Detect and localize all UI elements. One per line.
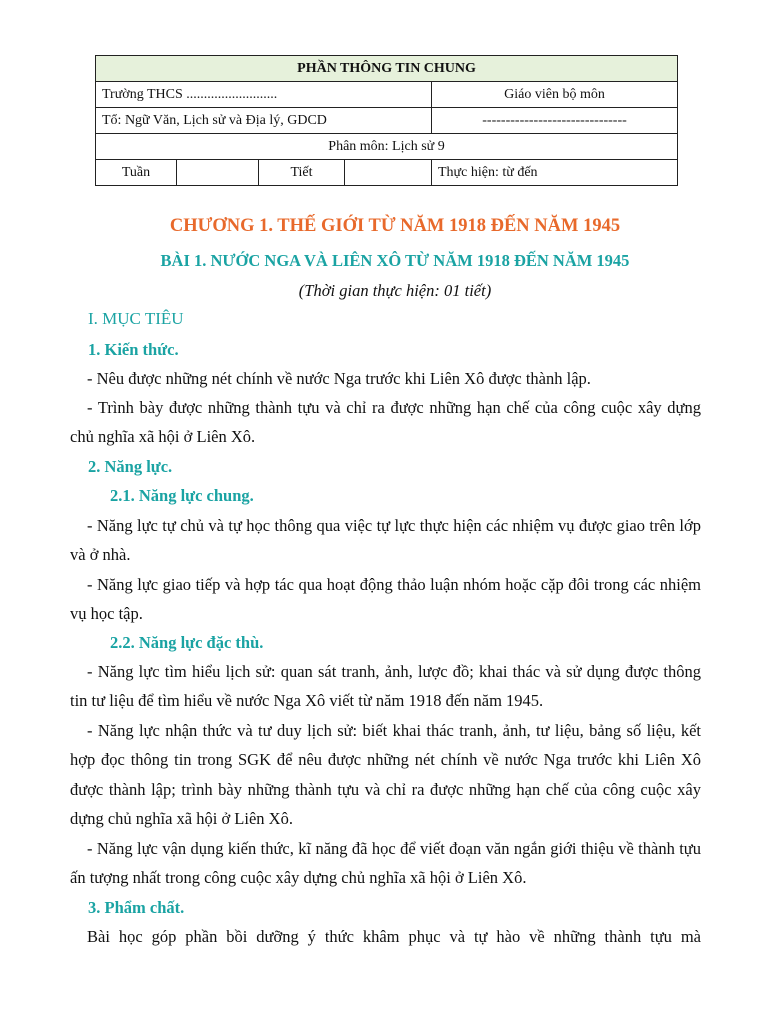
chapter-title: CHƯƠNG 1. THẾ GIỚI TỪ NĂM 1918 ĐẾN NĂM 1945 bbox=[169, 216, 621, 236]
general-competence-heading: 2.1. Năng lực chung. bbox=[110, 486, 254, 505]
specific-competence-item: - Năng lực tìm hiểu lịch sử: quan sát tranh, ảnh, lược đồ; khai thác và sử dụng được thông tin tư liệu để tìm hiểu về nước Nga Xô viết từ năm 1918 đến năm 1945. bbox=[70, 662, 701, 711]
subject-cell: Phân môn: Lịch sử 9 bbox=[96, 134, 678, 160]
objectives-heading: I. MỤC TIÊU bbox=[88, 309, 184, 328]
period-value bbox=[345, 160, 432, 186]
week-label: Tuần bbox=[96, 160, 177, 186]
lesson-title: BÀI 1. NƯỚC NGA VÀ LIÊN XÔ TỪ NĂM 1918 ĐẾN NĂM 1945 bbox=[160, 251, 630, 270]
teacher-blank: ------------------------------- bbox=[432, 108, 678, 134]
table-title: PHẦN THÔNG TIN CHUNG bbox=[96, 56, 678, 82]
qualities-text: Bài học góp phần bồi dưỡng ý thức khâm phục và tự hào về những thành tựu mà bbox=[87, 927, 701, 946]
general-info-table bbox=[95, 55, 678, 186]
teacher-label: Giáo viên bộ môn bbox=[432, 82, 678, 108]
general-competence-item: - Năng lực tự chủ và tự học thông qua việc tự lực thực hiện các nhiệm vụ được giao trên lớp và ở nhà. bbox=[70, 516, 701, 565]
period-label: Tiết bbox=[259, 160, 345, 186]
specific-competence-item: - Năng lực vận dụng kiến thức, kĩ năng đã học để viết đoạn văn ngắn giới thiệu về thành tựu ấn tượng nhất trong công cuộc xây dựng chủ nghĩa xã hội ở Liên Xô. bbox=[70, 839, 701, 888]
knowledge-heading: 1. Kiến thức. bbox=[88, 340, 179, 359]
knowledge-item: - Trình bày được những thành tựu và chỉ ra được những hạn chế của công cuộc xây dựng chủ nghĩa xã hội ở Liên Xô. bbox=[70, 398, 701, 447]
specific-competence-item: - Năng lực nhận thức và tư duy lịch sử: biết khai thác tranh, ảnh, tư liệu, bảng số liệu, kết hợp đọc thông tin trong SGK để nêu được những nét chính về nước Nga trước khi Liên Xô được thành lập; trình bày những thành tựu và chỉ ra được những hạn chế của công cuộc xây dựng chủ nghĩa xã hội ở Liên Xô. bbox=[70, 721, 701, 829]
school-cell: Trường THCS .......................... bbox=[96, 82, 432, 108]
group-cell: Tổ: Ngữ Văn, Lịch sử và Địa lý, GDCD bbox=[96, 108, 432, 134]
general-competence-item: - Năng lực giao tiếp và hợp tác qua hoạt động thảo luận nhóm hoặc cặp đôi trong các nhiệm vụ học tập. bbox=[70, 575, 701, 624]
duration-note: (Thời gian thực hiện: 01 tiết) bbox=[298, 281, 492, 300]
knowledge-item: - Nêu được những nét chính về nước Nga trước khi Liên Xô được thành lập. bbox=[87, 369, 591, 388]
week-value bbox=[177, 160, 259, 186]
competence-heading: 2. Năng lực. bbox=[88, 457, 173, 476]
implementation-cell: Thực hiện: từ đến bbox=[432, 160, 678, 186]
specific-competence-heading: 2.2. Năng lực đặc thù. bbox=[110, 633, 264, 652]
qualities-heading: 3. Phẩm chất. bbox=[88, 898, 185, 917]
